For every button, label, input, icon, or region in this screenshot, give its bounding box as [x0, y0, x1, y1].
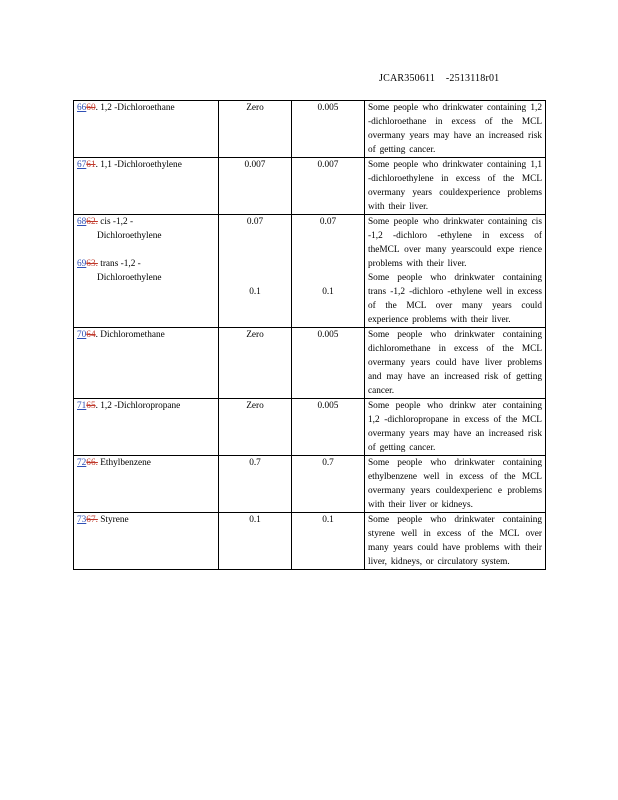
contaminant-entry — [77, 399, 215, 413]
new-item-number: 66 — [77, 103, 87, 113]
deleted-item-number: 64 — [86, 330, 96, 340]
health-effect-text: Some people who drinkw ater containing 1,2 -dichloropropane in excess of the MCL overmany years may have an increased risk of getting cancer. — [368, 401, 542, 453]
contaminant-entry — [77, 456, 215, 470]
contaminant-entry — [77, 328, 215, 342]
health-effect-text: Some people who drinkwater containing trans -1,2 -dichloro -ethylene well in excess of the MCL over many years could experience problems with their liver. — [368, 273, 542, 325]
contaminant-name-cell — [74, 101, 219, 158]
number-separator: . — [95, 103, 101, 113]
health-effect-cell — [365, 158, 546, 215]
mclg-value: 0.007 — [244, 160, 266, 170]
contaminant-name: Dichloromethane — [100, 330, 165, 340]
mclg-cell — [219, 456, 292, 513]
health-effect-text: Some people who drinkwater containing styrene well in excess of the MCL over many years could have problems with their liver, kidneys, or circulatory system. — [368, 515, 542, 567]
health-effect-cell — [365, 399, 546, 456]
contaminant-entry — [77, 257, 215, 285]
mcl-value: 0.005 — [317, 401, 339, 411]
table-row — [74, 215, 546, 328]
table-row — [74, 399, 546, 456]
table-row — [74, 456, 546, 513]
number-separator: . — [95, 330, 101, 340]
contaminant-name: Ethylbenzene — [100, 458, 151, 468]
health-effect-cell — [365, 101, 546, 158]
contaminant-entry — [77, 513, 215, 527]
health-effect-text: Some people who drinkwater containing 1,1 -dichloroethylene in excess of the MCL overmany years couldexperience problems with their liver. — [368, 160, 542, 212]
mclg-cell — [219, 101, 292, 158]
mcl-cell — [292, 158, 365, 215]
table-row — [74, 513, 546, 570]
mcl-cell — [292, 215, 365, 328]
mcl-value: 0.005 — [317, 103, 339, 113]
mcl-cell — [292, 456, 365, 513]
contaminant-entry — [77, 101, 215, 115]
deleted-item-number: 65 — [86, 401, 96, 411]
contaminant-entry — [77, 215, 215, 243]
mclg-value: Zero — [246, 103, 264, 113]
contaminant-name-cell — [74, 399, 219, 456]
contaminant-name-continued: Dichloroethylene — [97, 231, 162, 241]
mcl-cell — [292, 101, 365, 158]
health-effect-text: Some people who drinkwater containing cis -1,2 -dichloro -ethylene in excess of theMCL over many yearscould expe rience problems with their liver. — [368, 217, 542, 269]
contaminant-name: cis -1,2 - — [100, 217, 134, 227]
table-row — [74, 158, 546, 215]
contaminant-name: 1,1 -Dichloroethylene — [100, 160, 182, 170]
mclg-value: Zero — [246, 330, 264, 340]
health-effect-cell — [365, 513, 546, 570]
contaminant-name: trans -1,2 - — [100, 259, 141, 269]
mclg-value: 0.1 — [249, 515, 261, 525]
deleted-item-number: 66. — [86, 458, 98, 468]
contaminant-name-cell — [74, 215, 219, 328]
contaminant-name: 1,2 -Dichloropropane — [100, 401, 181, 411]
mclg-value: Zero — [246, 401, 264, 411]
contaminant-name-cell — [74, 456, 219, 513]
mclg-value: 0.1 — [249, 287, 261, 297]
mclg-cell — [219, 513, 292, 570]
mcl-value: 0.005 — [317, 330, 339, 340]
contaminant-table — [73, 100, 546, 570]
mcl-value: 0.07 — [319, 217, 337, 227]
contaminant-entry — [77, 158, 215, 172]
mcl-value: 0.1 — [322, 515, 334, 525]
health-effect-cell — [365, 328, 546, 399]
health-effect-text: Some people who drinkwater containing ethylbenzene well in excess of the MCL overmany years couldexperienc e problems with their liver or kidneys. — [368, 458, 542, 510]
contaminant-name-cell — [74, 328, 219, 399]
new-item-number: 70 — [77, 330, 87, 340]
new-item-number: 67 — [77, 160, 87, 170]
mclg-cell — [219, 158, 292, 215]
mcl-value: 0.7 — [322, 458, 334, 468]
deleted-item-number: 61 — [86, 160, 96, 170]
mclg-cell — [219, 328, 292, 399]
contaminant-name-cell — [74, 513, 219, 570]
mclg-cell — [219, 399, 292, 456]
new-item-number: 72 — [77, 458, 87, 468]
deleted-item-number: 60 — [86, 103, 96, 113]
table-row — [74, 328, 546, 399]
deleted-item-number: 67. — [86, 515, 98, 525]
table-row — [74, 101, 546, 158]
mclg-value: 0.7 — [249, 458, 261, 468]
contaminant-name-continued: Dichloroethylene — [97, 273, 162, 283]
mcl-value: 0.007 — [317, 160, 339, 170]
mcl-cell — [292, 513, 365, 570]
document-id: JCAR350611 -2513118r01 — [379, 73, 500, 84]
contaminant-name-cell — [74, 158, 219, 215]
mcl-cell — [292, 328, 365, 399]
contaminant-name: Styrene — [100, 515, 129, 525]
health-effect-cell — [365, 215, 546, 328]
number-separator: . — [95, 160, 101, 170]
mcl-cell — [292, 399, 365, 456]
new-item-number: 71 — [77, 401, 87, 411]
mcl-value: 0.1 — [322, 287, 334, 297]
health-effect-text: Some people who drinkwater containing 1,2 -dichloroethane in excess of the MCL overmany years may have an increased risk of getting cancer. — [368, 103, 542, 155]
mclg-value: 0.07 — [246, 217, 264, 227]
contaminant-name: 1,2 -Dichloroethane — [100, 103, 175, 113]
mclg-cell — [219, 215, 292, 328]
new-item-number: 69 — [77, 259, 87, 269]
new-item-number: 68 — [77, 217, 87, 227]
health-effect-text: Some people who drinkwater containing dichloromethane in excess of the MCL overmany years could have liver problems and may have an increased risk of getting cancer. — [368, 330, 542, 396]
deleted-item-number: 62. — [86, 217, 98, 227]
number-separator: . — [95, 401, 101, 411]
new-item-number: 73 — [77, 515, 87, 525]
deleted-item-number: 63. — [86, 259, 98, 269]
health-effect-cell — [365, 456, 546, 513]
